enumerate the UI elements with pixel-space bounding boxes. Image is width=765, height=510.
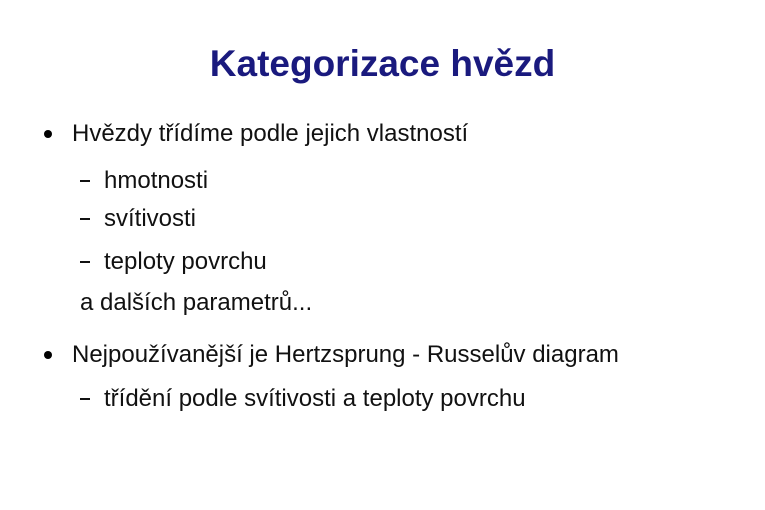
dash-icon [80,398,90,400]
bullet-dot-icon [44,130,52,138]
bullet-text: Hvězdy třídíme podle jejich vlastností [72,120,469,147]
bullet-text: Nejpoužívanější je Hertzsprung - Russelův diagram [72,341,619,368]
sub-item [80,166,208,196]
continuation-text: a dalších parametrů... [80,289,313,316]
dash-icon [80,180,90,182]
dash-icon [80,261,90,263]
sub-item-text: třídění podle svítivosti a teploty povrchu [104,385,526,412]
sub-item-text: hmotnosti [104,167,209,194]
bullet-dot-icon [44,351,52,359]
sub-item-text: teploty povrchu [104,248,267,275]
sub-item [80,384,526,414]
bullet-item [44,119,468,149]
bullet-item [44,340,619,370]
slide-title: Kategorizace hvězd [209,43,556,84]
dash-icon [80,218,90,220]
sub-item [80,204,196,234]
sub-item [80,247,267,277]
sub-item-text: svítivosti [104,205,197,232]
